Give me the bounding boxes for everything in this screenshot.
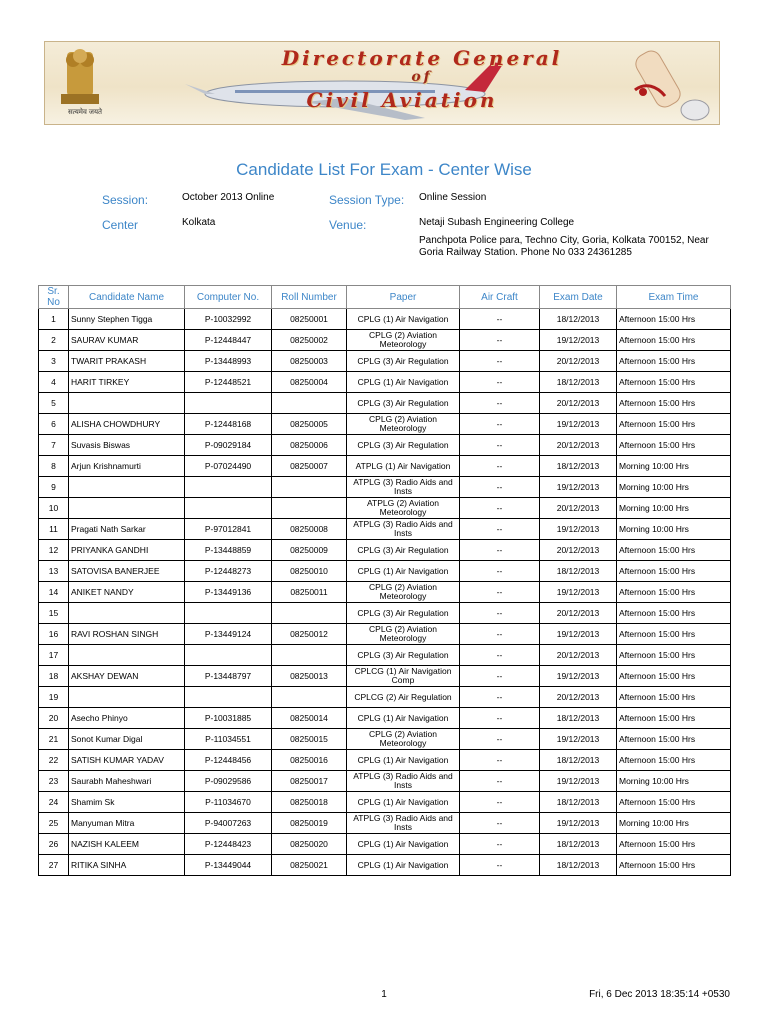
cell-roll-number: 08250016 xyxy=(272,750,347,771)
cell-exam-time: Afternoon 15:00 Hrs xyxy=(617,729,731,750)
cell-exam-date: 19/12/2013 xyxy=(540,666,617,687)
cell-paper: CPLCG (2) Air Regulation xyxy=(347,687,460,708)
cell-exam-date: 20/12/2013 xyxy=(540,435,617,456)
cell-exam-date: 18/12/2013 xyxy=(540,792,617,813)
cell-exam-time: Afternoon 15:00 Hrs xyxy=(617,351,731,372)
cell-candidate-name: Saurabh Maheshwari xyxy=(69,771,185,792)
cell-computer-no: P-12448456 xyxy=(185,750,272,771)
cell-candidate-name xyxy=(69,603,185,624)
dgca-banner xyxy=(44,41,720,125)
cell-candidate-name xyxy=(69,498,185,519)
header-exam-time: Exam Time xyxy=(617,286,731,309)
cell-computer-no xyxy=(185,477,272,498)
cell-exam-date: 20/12/2013 xyxy=(540,351,617,372)
cell-exam-time: Afternoon 15:00 Hrs xyxy=(617,666,731,687)
cell-computer-no: P-13448797 xyxy=(185,666,272,687)
cell-exam-date: 18/12/2013 xyxy=(540,750,617,771)
cell-sr-no: 15 xyxy=(39,603,69,624)
cell-computer-no: P-09029184 xyxy=(185,435,272,456)
cell-candidate-name: Pragati Nath Sarkar xyxy=(69,519,185,540)
cell-exam-time: Afternoon 15:00 Hrs xyxy=(617,624,731,645)
table-row xyxy=(39,309,731,330)
cell-candidate-name: ANIKET NANDY xyxy=(69,582,185,603)
cell-paper: CPLG (2) Aviation Meteorology xyxy=(347,624,460,645)
cell-candidate-name: PRIYANKA GANDHI xyxy=(69,540,185,561)
cell-roll-number: 08250014 xyxy=(272,708,347,729)
header-paper: Paper xyxy=(347,286,460,309)
cell-computer-no xyxy=(185,498,272,519)
cell-sr-no: 3 xyxy=(39,351,69,372)
cell-paper: CPLG (2) Aviation Meteorology xyxy=(347,582,460,603)
cell-roll-number: 08250003 xyxy=(272,351,347,372)
table-row xyxy=(39,771,731,792)
cell-roll-number: 08250012 xyxy=(272,624,347,645)
cell-exam-date: 18/12/2013 xyxy=(540,561,617,582)
cell-candidate-name: ALISHA CHOWDHURY xyxy=(69,414,185,435)
cell-exam-date: 20/12/2013 xyxy=(540,645,617,666)
page-title: Candidate List For Exam - Center Wise xyxy=(236,160,532,179)
cell-computer-no: P-94007263 xyxy=(185,813,272,834)
cell-air-craft: -- xyxy=(460,456,540,477)
cell-candidate-name xyxy=(69,393,185,414)
cell-exam-time: Afternoon 15:00 Hrs xyxy=(617,582,731,603)
cell-paper: CPLG (3) Air Regulation xyxy=(347,540,460,561)
cell-paper: CPLG (2) Aviation Meteorology xyxy=(347,330,460,351)
table-row xyxy=(39,834,731,855)
cell-air-craft: -- xyxy=(460,645,540,666)
cell-exam-time: Afternoon 15:00 Hrs xyxy=(617,414,731,435)
cell-sr-no: 21 xyxy=(39,729,69,750)
table-row xyxy=(39,813,731,834)
header-candidate-name: Candidate Name xyxy=(69,286,185,309)
cell-sr-no: 19 xyxy=(39,687,69,708)
cell-exam-date: 18/12/2013 xyxy=(540,708,617,729)
table-row xyxy=(39,603,731,624)
cell-paper: CPLG (1) Air Navigation xyxy=(347,834,460,855)
cell-exam-time: Afternoon 15:00 Hrs xyxy=(617,330,731,351)
cell-candidate-name: RAVI ROSHAN SINGH xyxy=(69,624,185,645)
cell-exam-time: Afternoon 15:00 Hrs xyxy=(617,750,731,771)
cell-exam-time: Morning 10:00 Hrs xyxy=(617,519,731,540)
cell-roll-number xyxy=(272,603,347,624)
center-label: Center xyxy=(102,218,139,232)
cell-exam-date: 19/12/2013 xyxy=(540,477,617,498)
cell-computer-no: P-12448168 xyxy=(185,414,272,435)
header-exam-date: Exam Date xyxy=(540,286,617,309)
cell-candidate-name: HARIT TIRKEY xyxy=(69,372,185,393)
table-row xyxy=(39,519,731,540)
session-type-value: Online Session xyxy=(419,192,487,203)
cell-roll-number: 08250005 xyxy=(272,414,347,435)
cell-exam-date: 18/12/2013 xyxy=(540,309,617,330)
cell-air-craft: -- xyxy=(460,834,540,855)
table-row xyxy=(39,855,731,876)
cell-exam-date: 19/12/2013 xyxy=(540,813,617,834)
cell-candidate-name: SATISH KUMAR YADAV xyxy=(69,750,185,771)
cell-exam-time: Afternoon 15:00 Hrs xyxy=(617,687,731,708)
cell-paper: ATPLG (3) Radio Aids and Insts xyxy=(347,813,460,834)
cell-exam-date: 19/12/2013 xyxy=(540,414,617,435)
table-row xyxy=(39,393,731,414)
cell-exam-time: Afternoon 15:00 Hrs xyxy=(617,834,731,855)
cell-sr-no: 6 xyxy=(39,414,69,435)
table-row xyxy=(39,561,731,582)
cell-air-craft: -- xyxy=(460,771,540,792)
cell-exam-time: Afternoon 15:00 Hrs xyxy=(617,372,731,393)
cell-roll-number: 08250011 xyxy=(272,582,347,603)
table-row xyxy=(39,498,731,519)
cell-paper: CPLG (1) Air Navigation xyxy=(347,372,460,393)
cell-exam-date: 19/12/2013 xyxy=(540,729,617,750)
cell-paper: CPLG (2) Aviation Meteorology xyxy=(347,729,460,750)
cell-roll-number: 08250019 xyxy=(272,813,347,834)
cell-roll-number: 08250004 xyxy=(272,372,347,393)
cell-candidate-name xyxy=(69,687,185,708)
cell-exam-date: 20/12/2013 xyxy=(540,498,617,519)
cell-paper: CPLG (2) Aviation Meteorology xyxy=(347,414,460,435)
table-row xyxy=(39,792,731,813)
cell-air-craft: -- xyxy=(460,603,540,624)
cell-exam-time: Morning 10:00 Hrs xyxy=(617,477,731,498)
cell-candidate-name: AKSHAY DEWAN xyxy=(69,666,185,687)
cell-air-craft: -- xyxy=(460,582,540,603)
cell-exam-date: 18/12/2013 xyxy=(540,855,617,876)
cell-candidate-name: RITIKA SINHA xyxy=(69,855,185,876)
cell-paper: CPLG (1) Air Navigation xyxy=(347,561,460,582)
cell-roll-number: 08250002 xyxy=(272,330,347,351)
cell-computer-no xyxy=(185,645,272,666)
cell-sr-no: 10 xyxy=(39,498,69,519)
cell-air-craft: -- xyxy=(460,624,540,645)
cell-air-craft: -- xyxy=(460,813,540,834)
table-row xyxy=(39,708,731,729)
venue-address: Panchpota Police para, Techno City, Goria, Kolkata 700152, Near Goria Railway Station. Phone No 033 24361285 xyxy=(419,235,709,258)
cell-computer-no: P-09029586 xyxy=(185,771,272,792)
cell-air-craft: -- xyxy=(460,729,540,750)
cell-paper: CPLG (1) Air Navigation xyxy=(347,309,460,330)
cell-exam-date: 18/12/2013 xyxy=(540,456,617,477)
generated-timestamp: Fri, 6 Dec 2013 18:35:14 +0530 xyxy=(589,989,730,1000)
cell-exam-time: Morning 10:00 Hrs xyxy=(617,498,731,519)
cell-exam-date: 18/12/2013 xyxy=(540,372,617,393)
cell-candidate-name: SATOVISA BANERJEE xyxy=(69,561,185,582)
cell-sr-no: 12 xyxy=(39,540,69,561)
session-value: October 2013 Online xyxy=(182,192,275,203)
table-row xyxy=(39,624,731,645)
table-row xyxy=(39,687,731,708)
cell-exam-date: 19/12/2013 xyxy=(540,771,617,792)
cell-candidate-name: Shamim Sk xyxy=(69,792,185,813)
cell-roll-number: 08250008 xyxy=(272,519,347,540)
cell-roll-number xyxy=(272,498,347,519)
cell-candidate-name: Manyuman Mitra xyxy=(69,813,185,834)
cell-exam-date: 19/12/2013 xyxy=(540,519,617,540)
session-label: Session: xyxy=(102,193,149,207)
cell-roll-number xyxy=(272,477,347,498)
table-row xyxy=(39,666,731,687)
cell-paper: CPLG (3) Air Regulation xyxy=(347,351,460,372)
cell-paper: CPLG (1) Air Navigation xyxy=(347,792,460,813)
cell-exam-time: Morning 10:00 Hrs xyxy=(617,456,731,477)
emblem-motto: सत्यमेव जयते xyxy=(67,109,103,116)
cell-computer-no xyxy=(185,393,272,414)
cell-exam-time: Afternoon 15:00 Hrs xyxy=(617,708,731,729)
cell-exam-time: Afternoon 15:00 Hrs xyxy=(617,645,731,666)
cell-roll-number xyxy=(272,393,347,414)
cell-exam-date: 19/12/2013 xyxy=(540,582,617,603)
cell-air-craft: -- xyxy=(460,687,540,708)
banner-title-line2: of xyxy=(411,69,433,85)
cell-paper: CPLG (1) Air Navigation xyxy=(347,708,460,729)
table-row xyxy=(39,750,731,771)
cell-sr-no: 17 xyxy=(39,645,69,666)
cell-computer-no: P-11034551 xyxy=(185,729,272,750)
cell-air-craft: -- xyxy=(460,855,540,876)
header-sr-no: Sr. No xyxy=(39,286,69,309)
cell-air-craft: -- xyxy=(460,540,540,561)
cell-exam-date: 20/12/2013 xyxy=(540,687,617,708)
cell-paper: ATPLG (3) Radio Aids and Insts xyxy=(347,771,460,792)
table-row xyxy=(39,456,731,477)
cell-sr-no: 16 xyxy=(39,624,69,645)
cell-air-craft: -- xyxy=(460,372,540,393)
cell-air-craft: -- xyxy=(460,708,540,729)
cell-air-craft: -- xyxy=(460,393,540,414)
cell-candidate-name: Asecho Phinyo xyxy=(69,708,185,729)
cell-exam-time: Afternoon 15:00 Hrs xyxy=(617,855,731,876)
cell-roll-number: 08250007 xyxy=(272,456,347,477)
cell-air-craft: -- xyxy=(460,477,540,498)
cell-computer-no: P-13449136 xyxy=(185,582,272,603)
cell-exam-time: Afternoon 15:00 Hrs xyxy=(617,393,731,414)
cell-candidate-name: NAZISH KALEEM xyxy=(69,834,185,855)
cell-roll-number: 08250009 xyxy=(272,540,347,561)
cell-roll-number: 08250013 xyxy=(272,666,347,687)
cell-sr-no: 14 xyxy=(39,582,69,603)
cell-air-craft: -- xyxy=(460,351,540,372)
table-row xyxy=(39,540,731,561)
cell-sr-no: 5 xyxy=(39,393,69,414)
cell-candidate-name: Sunny Stephen Tigga xyxy=(69,309,185,330)
cell-paper: ATPLG (3) Radio Aids and Insts xyxy=(347,519,460,540)
cell-sr-no: 1 xyxy=(39,309,69,330)
cell-exam-date: 20/12/2013 xyxy=(540,393,617,414)
cell-roll-number xyxy=(272,687,347,708)
session-type-label: Session Type: xyxy=(329,193,405,207)
table-header-row xyxy=(39,286,731,309)
cell-roll-number: 08250020 xyxy=(272,834,347,855)
cell-air-craft: -- xyxy=(460,561,540,582)
cell-candidate-name: TWARIT PRAKASH xyxy=(69,351,185,372)
cell-paper: ATPLG (2) Aviation Meteorology xyxy=(347,498,460,519)
cell-paper: ATPLG (3) Radio Aids and Insts xyxy=(347,477,460,498)
cell-exam-date: 19/12/2013 xyxy=(540,624,617,645)
cell-air-craft: -- xyxy=(460,519,540,540)
cell-computer-no: P-12448423 xyxy=(185,834,272,855)
header-roll-number: Roll Number xyxy=(272,286,347,309)
cell-sr-no: 7 xyxy=(39,435,69,456)
cell-exam-time: Morning 10:00 Hrs xyxy=(617,813,731,834)
cell-sr-no: 8 xyxy=(39,456,69,477)
banner-title-line3: Civil Aviation xyxy=(306,88,498,112)
cell-sr-no: 11 xyxy=(39,519,69,540)
cell-roll-number: 08250021 xyxy=(272,855,347,876)
table-row xyxy=(39,414,731,435)
venue-label: Venue: xyxy=(329,218,367,232)
cell-sr-no: 22 xyxy=(39,750,69,771)
cell-exam-time: Morning 10:00 Hrs xyxy=(617,771,731,792)
cell-paper: CPLG (3) Air Regulation xyxy=(347,645,460,666)
cell-air-craft: -- xyxy=(460,330,540,351)
cell-exam-time: Afternoon 15:00 Hrs xyxy=(617,603,731,624)
table-row xyxy=(39,645,731,666)
cell-sr-no: 25 xyxy=(39,813,69,834)
cell-air-craft: -- xyxy=(460,498,540,519)
cell-sr-no: 24 xyxy=(39,792,69,813)
cell-roll-number xyxy=(272,645,347,666)
page-number: 1 xyxy=(381,989,387,1000)
table-row xyxy=(39,351,731,372)
cell-candidate-name: Arjun Krishnamurti xyxy=(69,456,185,477)
cell-paper: CPLG (3) Air Regulation xyxy=(347,393,460,414)
cell-computer-no: P-12448273 xyxy=(185,561,272,582)
table-row xyxy=(39,372,731,393)
cell-paper: CPLG (1) Air Navigation xyxy=(347,855,460,876)
cell-computer-no: P-13448993 xyxy=(185,351,272,372)
table-row xyxy=(39,582,731,603)
cell-roll-number: 08250015 xyxy=(272,729,347,750)
cell-air-craft: -- xyxy=(460,750,540,771)
cell-computer-no: P-97012841 xyxy=(185,519,272,540)
cell-exam-time: Afternoon 15:00 Hrs xyxy=(617,792,731,813)
cell-computer-no: P-13448859 xyxy=(185,540,272,561)
cell-paper: CPLCG (1) Air Navigation Comp xyxy=(347,666,460,687)
cell-computer-no: P-13449124 xyxy=(185,624,272,645)
cell-sr-no: 20 xyxy=(39,708,69,729)
cell-exam-time: Afternoon 15:00 Hrs xyxy=(617,309,731,330)
cell-exam-time: Afternoon 15:00 Hrs xyxy=(617,561,731,582)
cell-air-craft: -- xyxy=(460,309,540,330)
table-row xyxy=(39,477,731,498)
cell-roll-number: 08250018 xyxy=(272,792,347,813)
table-row xyxy=(39,435,731,456)
table-row xyxy=(39,729,731,750)
cell-exam-date: 20/12/2013 xyxy=(540,603,617,624)
cell-roll-number: 08250006 xyxy=(272,435,347,456)
cell-sr-no: 13 xyxy=(39,561,69,582)
cell-sr-no: 26 xyxy=(39,834,69,855)
cell-air-craft: -- xyxy=(460,414,540,435)
cell-roll-number: 08250010 xyxy=(272,561,347,582)
cell-computer-no: P-10032992 xyxy=(185,309,272,330)
cell-roll-number: 08250001 xyxy=(272,309,347,330)
cell-exam-time: Afternoon 15:00 Hrs xyxy=(617,435,731,456)
cell-exam-date: 20/12/2013 xyxy=(540,540,617,561)
cell-sr-no: 27 xyxy=(39,855,69,876)
cell-candidate-name xyxy=(69,645,185,666)
cell-computer-no: P-13449044 xyxy=(185,855,272,876)
cell-computer-no: P-11034670 xyxy=(185,792,272,813)
cell-sr-no: 18 xyxy=(39,666,69,687)
cell-paper: CPLG (3) Air Regulation xyxy=(347,435,460,456)
cell-exam-date: 18/12/2013 xyxy=(540,834,617,855)
cell-sr-no: 23 xyxy=(39,771,69,792)
venue-name: Netaji Subash Engineering College xyxy=(419,217,575,228)
table-row xyxy=(39,330,731,351)
cell-air-craft: -- xyxy=(460,792,540,813)
cell-candidate-name: Suvasis Biswas xyxy=(69,435,185,456)
cell-exam-time: Afternoon 15:00 Hrs xyxy=(617,540,731,561)
cell-computer-no: P-10031885 xyxy=(185,708,272,729)
cell-candidate-name: SAURAV KUMAR xyxy=(69,330,185,351)
header-computer-no: Computer No. xyxy=(185,286,272,309)
cell-computer-no xyxy=(185,603,272,624)
center-value: Kolkata xyxy=(182,217,216,228)
cell-sr-no: 2 xyxy=(39,330,69,351)
cell-air-craft: -- xyxy=(460,435,540,456)
cell-roll-number: 08250017 xyxy=(272,771,347,792)
cell-paper: CPLG (3) Air Regulation xyxy=(347,603,460,624)
candidate-table-body xyxy=(39,309,731,876)
cell-computer-no: P-12448447 xyxy=(185,330,272,351)
cell-candidate-name: Sonot Kumar Digal xyxy=(69,729,185,750)
cell-candidate-name xyxy=(69,477,185,498)
cell-sr-no: 4 xyxy=(39,372,69,393)
cell-air-craft: -- xyxy=(460,666,540,687)
cell-computer-no: P-07024490 xyxy=(185,456,272,477)
banner-title-line1: Directorate General xyxy=(281,46,563,70)
header-air-craft: Air Craft xyxy=(460,286,540,309)
cell-computer-no: P-12448521 xyxy=(185,372,272,393)
candidate-table xyxy=(38,285,731,876)
cell-paper: CPLG (1) Air Navigation xyxy=(347,750,460,771)
cell-computer-no xyxy=(185,687,272,708)
cell-paper: ATPLG (1) Air Navigation xyxy=(347,456,460,477)
cell-exam-date: 19/12/2013 xyxy=(540,330,617,351)
cell-sr-no: 9 xyxy=(39,477,69,498)
